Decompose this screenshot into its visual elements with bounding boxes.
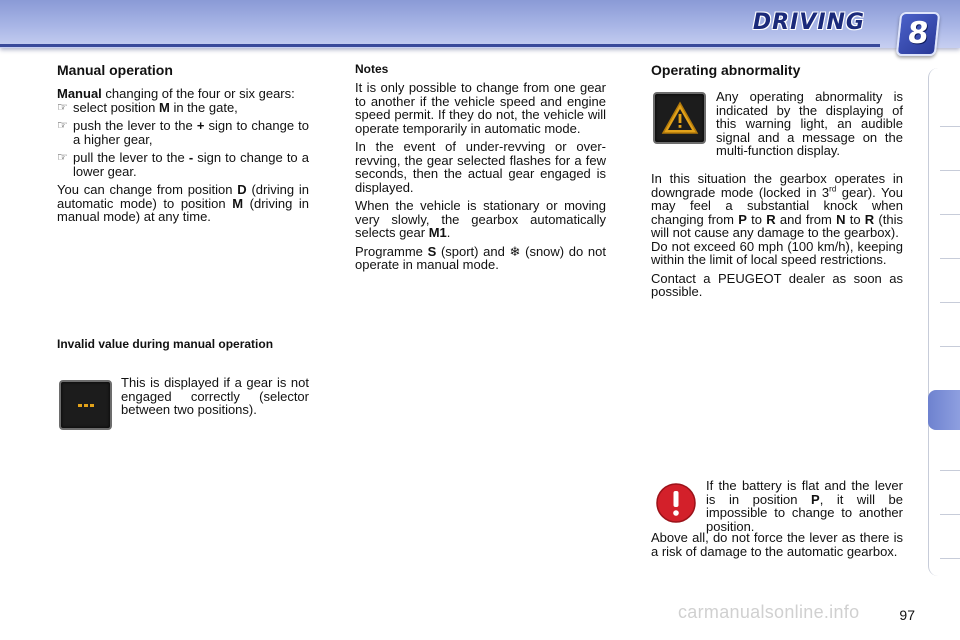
abnormality-intro: Any operating abnormality is indicated by the displaying of this warning light, an audible signal and a message on the multi-function display.	[716, 89, 903, 158]
watermark: carmanualsonline.info	[678, 602, 860, 622]
invalid-value-text: This is displayed if a gear is not engaged correctly (selector between two positions).	[121, 375, 309, 417]
chapter-number: 8	[905, 16, 931, 52]
chapter-badge	[896, 12, 941, 56]
tab-driving-active[interactable]	[928, 390, 960, 430]
tab-divider	[940, 302, 960, 303]
notes-section	[355, 60, 606, 277]
snow-icon: ❄	[509, 243, 521, 259]
header-underline	[0, 44, 880, 47]
chapter-tabs	[928, 68, 960, 576]
change-position-paragraph: You can change from position D (driving in automatic mode) to position M (driving in manual mode) at any time.	[57, 182, 310, 224]
pointer-icon: ☞	[57, 118, 68, 132]
bullet-push-plus: ☞ push the lever to the + sign to change to a higher gear,	[57, 118, 309, 147]
tab-divider	[940, 126, 960, 127]
abnormality-details: In this situation the gearbox operates in downgrade mode (locked in 3rd gear). You may feel a substantial knock when changing from P to R and from N to R (this will not cause any damage to the gearbox). Do not exceed 60 mph (100 km/h), keeping within the limit of local speed restrictions. Contact a PEUGEOT dealer as soon as possible.	[651, 171, 903, 299]
tab-divider	[940, 214, 960, 215]
tab-divider	[940, 470, 960, 471]
invalid-value-title: Invalid value during manual operation	[57, 337, 274, 351]
battery-warning-intro: If the battery is flat and the lever is in position P, it will be impossible to change to another position.	[706, 478, 903, 534]
pointer-icon: ☞	[57, 99, 68, 114]
tab-divider	[940, 258, 960, 259]
tab-divider	[940, 346, 960, 347]
page-number: 97	[899, 607, 915, 623]
notes-paragraph: When the vehicle is stationary or moving very slowly, the gearbox automatically selects gear M1.	[355, 198, 606, 240]
manual-operation-section	[57, 60, 309, 229]
warning-triangle-icon	[653, 92, 706, 144]
bullet-pull-minus: ☞ pull the lever to the - sign to change to a lower gear.	[57, 150, 309, 179]
bullet-select-m: ☞ select position M in the gate,	[57, 99, 238, 115]
tab-divider	[940, 170, 960, 171]
notes-paragraph: Programme S (sport) and ❄ (snow) do not operate in manual mode.	[355, 243, 606, 272]
notes-paragraph: It is only possible to change from one gear to another if the vehicle speed and engine speed permit. If they do not, the vehicle will operate temporarily in automatic mode.	[355, 80, 606, 136]
manual-operation-title: Manual operation	[57, 62, 173, 78]
tab-divider	[940, 558, 960, 559]
pointer-icon: ☞	[57, 150, 68, 164]
manual-intro: Manual changing of the four or six gears:	[57, 86, 295, 101]
invalid-value-section	[57, 338, 309, 355]
abnormality-title: Operating abnormality	[651, 62, 801, 78]
section-title: DRIVING	[752, 10, 865, 35]
battery-warning-details: Above all, do not force the lever as there is a risk of damage to the automatic gearbox.	[651, 530, 903, 559]
abnormality-section	[651, 60, 903, 87]
notes-title: Notes	[355, 62, 389, 76]
notes-paragraph: In the event of under-revving or over-revving, the gear selected flashes for a few seconds, then the actual gear engaged is displayed.	[355, 139, 606, 195]
stop-warning-icon	[653, 480, 698, 525]
invalid-gear-display-icon	[59, 380, 112, 430]
tab-divider	[940, 514, 960, 515]
